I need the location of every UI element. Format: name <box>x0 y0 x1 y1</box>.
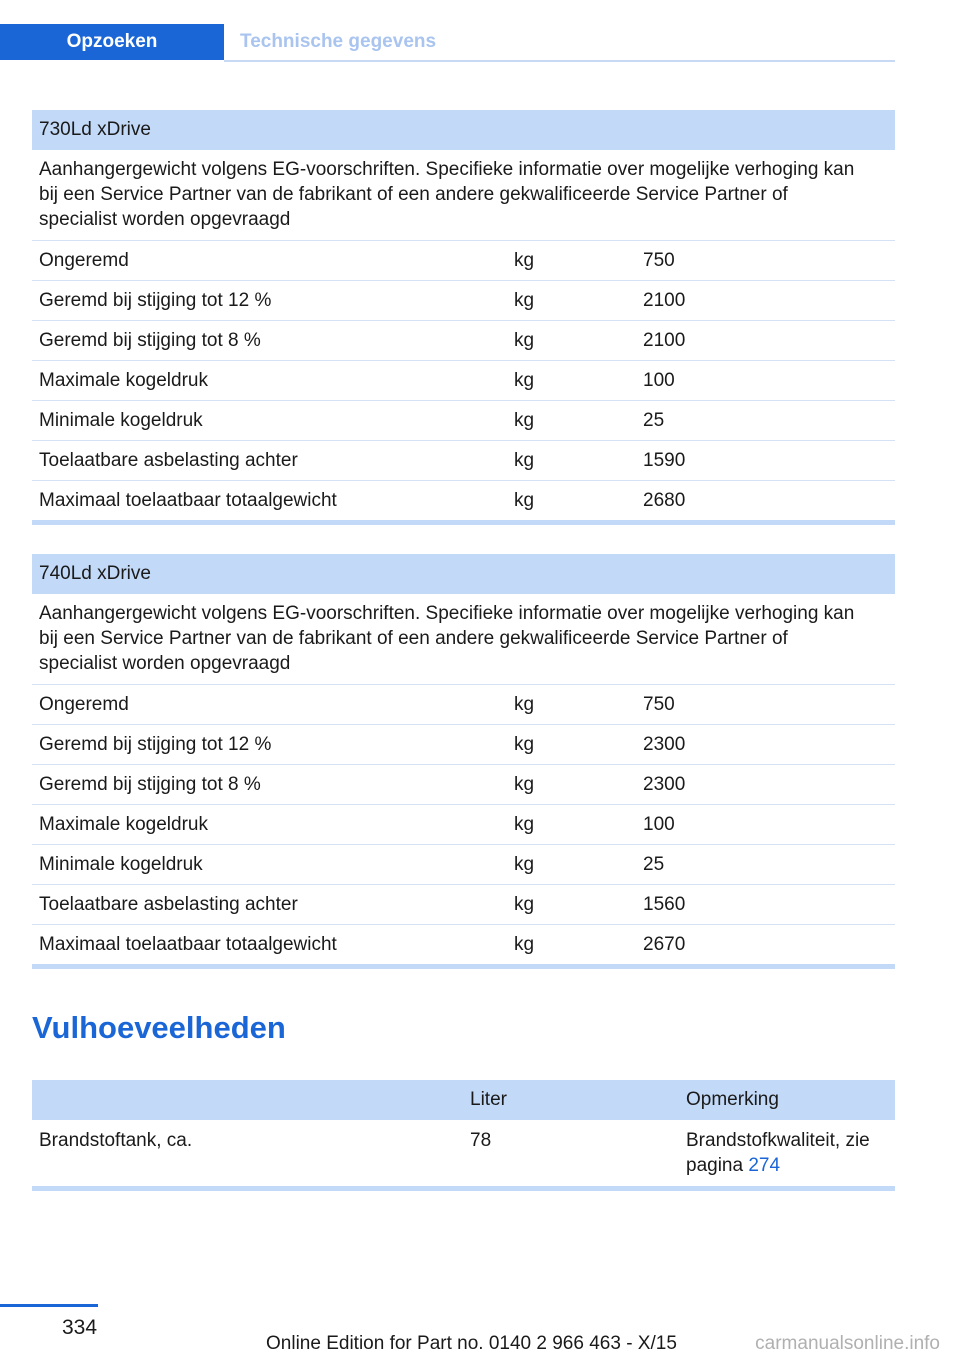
row-label: Geremd bij stijging tot 12 % <box>39 290 272 311</box>
table-description: Aanhangergewicht volgens EG-voorschriften. Specifieke informatie over mogelijke verhoging kan bij een Service Partner van de fabrikant of een andere gekwalificeerde Service Partner of specialist worden opgevraagd <box>32 594 895 685</box>
row-value: 25 <box>643 410 665 431</box>
row-label: Toelaatbare asbelasting achter <box>39 450 298 471</box>
page-number: 334 <box>62 1316 98 1339</box>
table-row <box>32 441 895 481</box>
row-value: 2300 <box>643 774 686 795</box>
row-unit: kg <box>514 330 535 351</box>
tab-technische-gegevens[interactable]: Technische gegevens <box>240 31 437 52</box>
row-unit: kg <box>514 250 535 271</box>
row-unit: kg <box>514 694 535 715</box>
table-bottom-bar <box>32 1186 895 1191</box>
row-value: 750 <box>643 694 675 715</box>
page-link[interactable]: 274 <box>748 1155 781 1176</box>
row-label: Maximale kogeldruk <box>39 370 208 391</box>
edition-text: Online Edition for Part no. 0140 2 966 463 - X/15 <box>266 1333 677 1354</box>
row-label: Geremd bij stijging tot 8 % <box>39 330 261 351</box>
table-row <box>32 1120 895 1186</box>
row-unit: kg <box>514 774 535 795</box>
remark-text: Brandstofkwaliteit, zie pagina <box>686 1130 870 1176</box>
table-row <box>32 241 895 281</box>
row-label: Geremd bij stijging tot 12 % <box>39 734 272 755</box>
table-row <box>32 401 895 441</box>
row-value: 750 <box>643 250 675 271</box>
row-label: Maximaal toelaatbaar totaalgewicht <box>39 490 337 511</box>
table-row <box>32 481 895 520</box>
table-row <box>32 805 895 845</box>
trailer-table-730ld <box>32 110 895 525</box>
row-value: 2100 <box>643 330 686 351</box>
header-remark: Opmerking <box>686 1089 779 1110</box>
row-value: 25 <box>643 854 665 875</box>
row-label: Ongeremd <box>39 694 129 715</box>
table-header <box>32 110 895 150</box>
trailer-table-740ld <box>32 554 895 969</box>
row-remark <box>686 1128 891 1178</box>
table-row <box>32 845 895 885</box>
row-label: Minimale kogeldruk <box>39 410 203 431</box>
table-header <box>32 1080 895 1120</box>
row-unit: kg <box>514 894 535 915</box>
row-unit: kg <box>514 370 535 391</box>
table-row <box>32 321 895 361</box>
row-unit: kg <box>514 290 535 311</box>
row-value: 2300 <box>643 734 686 755</box>
row-unit: kg <box>514 734 535 755</box>
row-label: Ongeremd <box>39 250 129 271</box>
model-name: 730Ld xDrive <box>39 119 151 140</box>
footer-accent-line <box>0 1304 98 1307</box>
top-navigation <box>0 24 895 62</box>
row-liter: 78 <box>470 1130 492 1151</box>
row-label: Maximale kogeldruk <box>39 814 208 835</box>
row-unit: kg <box>514 934 535 955</box>
table-row <box>32 925 895 964</box>
row-unit: kg <box>514 450 535 471</box>
row-unit: kg <box>514 814 535 835</box>
row-label: Toelaatbare asbelasting achter <box>39 894 298 915</box>
table-row <box>32 281 895 321</box>
section-title: Vulhoeveelheden <box>32 1010 286 1045</box>
row-value: 1590 <box>643 450 686 471</box>
tab-opzoeken[interactable]: Opzoeken <box>0 24 224 60</box>
table-row <box>32 361 895 401</box>
table-row <box>32 725 895 765</box>
table-description: Aanhangergewicht volgens EG-voorschriften. Specifieke informatie over mogelijke verhoging kan bij een Service Partner van de fabrikant of een andere gekwalificeerde Service Partner of specialist worden opgevraagd <box>32 150 895 241</box>
row-label: Maximaal toelaatbaar totaalgewicht <box>39 934 337 955</box>
row-label: Brandstoftank, ca. <box>39 1130 193 1151</box>
watermark: carmanualsonline.info <box>755 1333 940 1354</box>
table-row <box>32 765 895 805</box>
row-value: 2670 <box>643 934 686 955</box>
table-row <box>32 685 895 725</box>
row-value: 1560 <box>643 894 686 915</box>
row-value: 2100 <box>643 290 686 311</box>
row-value: 100 <box>643 370 675 391</box>
row-value: 100 <box>643 814 675 835</box>
nav-divider <box>224 60 895 62</box>
row-label: Minimale kogeldruk <box>39 854 203 875</box>
row-label: Geremd bij stijging tot 8 % <box>39 774 261 795</box>
row-unit: kg <box>514 490 535 511</box>
fill-quantities-table <box>32 1080 895 1191</box>
row-value: 2680 <box>643 490 686 511</box>
table-row <box>32 885 895 925</box>
model-name: 740Ld xDrive <box>39 563 151 584</box>
row-unit: kg <box>514 410 535 431</box>
table-header <box>32 554 895 594</box>
header-liter: Liter <box>470 1089 507 1110</box>
row-unit: kg <box>514 854 535 875</box>
